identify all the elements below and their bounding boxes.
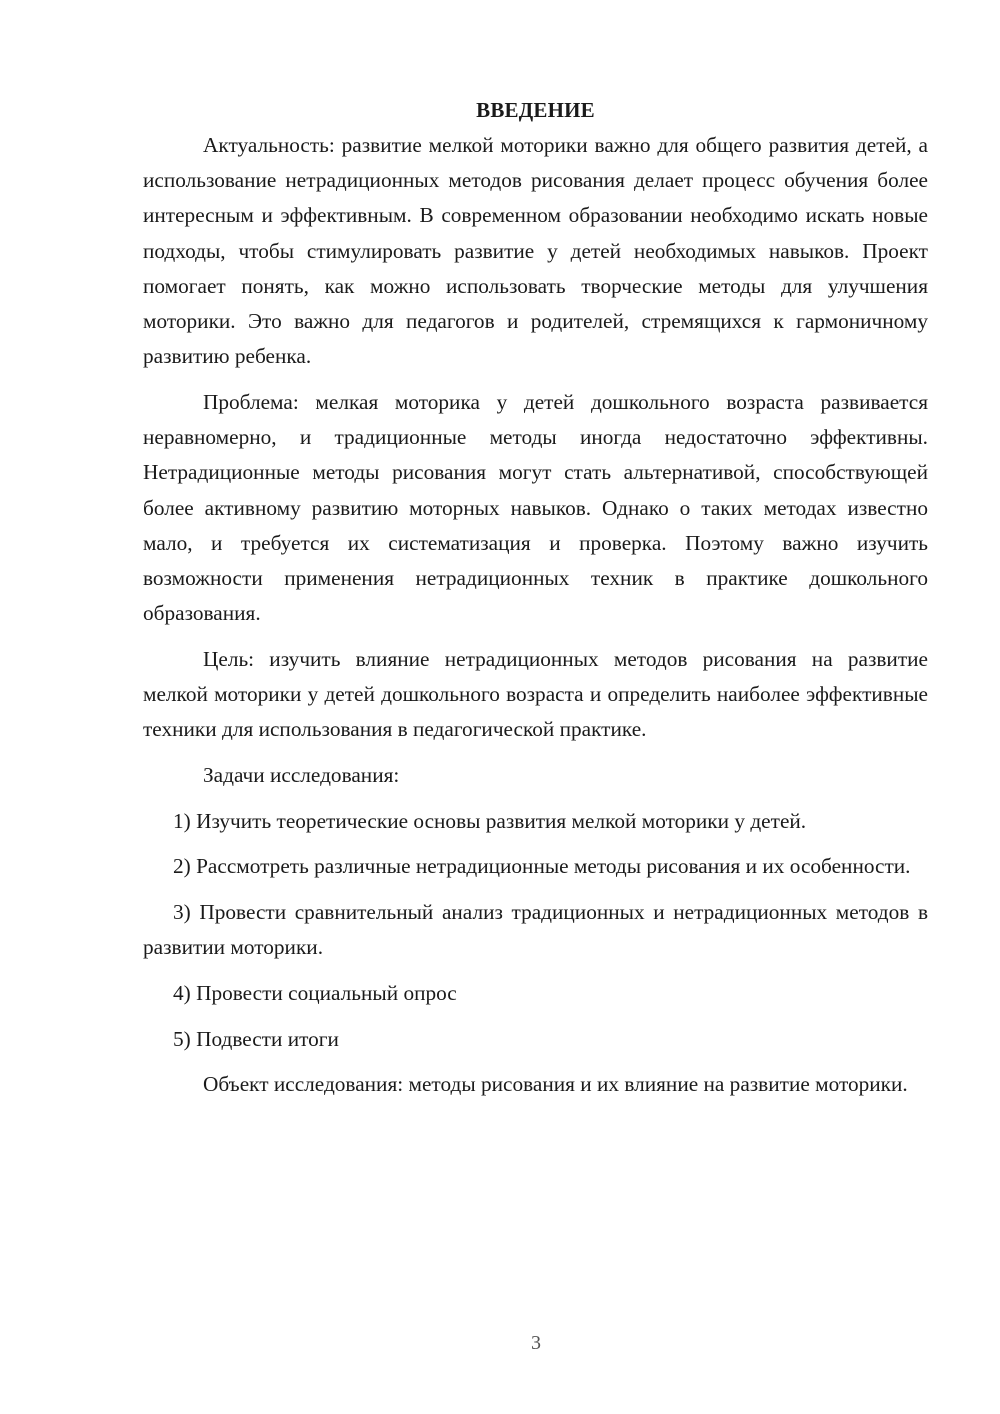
paragraph-problem: Проблема: мелкая моторика у детей дошкольного возраста развивается неравномерно, и традиционные методы иногда недостаточно эффективны. Нетрадиционные методы рисования могут стать альтернативой, способствующей более активному развитию моторных навыков. Однако о таких методах известно мало, и требуется их систематизация и проверка. Поэтому важно изучить возможности применения нетрадиционных техник в практике дошкольного образования. — [143, 389, 928, 626]
paragraph-object: Объект исследования: методы рисования и их влияние на развитие моторики. — [203, 1072, 908, 1097]
section-title: ВВЕДЕНИЕ — [476, 98, 595, 122]
task-item: 4) Провести социальный опрос — [173, 980, 457, 1005]
paragraph-relevance: Актуальность: развитие мелкой моторики важно для общего развития детей, а использование нетрадиционных методов рисования делает процесс обучения более интересным и эффективным. В современном образовании необходимо искать новые подходы, чтобы стимулировать развитие у детей необходимых навыков. Проект помогает понять, как можно использовать творческие методы для улучшения моторики. Это важно для педагогов и родителей, стремящихся к гармоничному развитию ребенка. — [143, 133, 928, 369]
document-page — [143, 93, 928, 1113]
tasks-heading: Задачи исследования: — [203, 762, 400, 787]
task-item: 2) Рассмотреть различные нетрадиционные методы рисования и их особенности. — [173, 854, 911, 879]
paragraph-goal: Цель: изучить влияние нетрадиционных методов рисования на развитие мелкой моторики у детей дошкольного возраста и определить наиболее эффективные техники для использования в педагогической практике. — [143, 646, 928, 742]
task-item: 5) Подвести итоги — [173, 1026, 339, 1051]
page-number: 3 — [531, 1332, 541, 1354]
task-item: 1) Изучить теоретические основы развития мелкой моторики у детей. — [173, 808, 807, 833]
task-item: 3) Провести сравнительный анализ традиционных и нетрадиционных методов в развитии моторики. — [143, 900, 928, 960]
